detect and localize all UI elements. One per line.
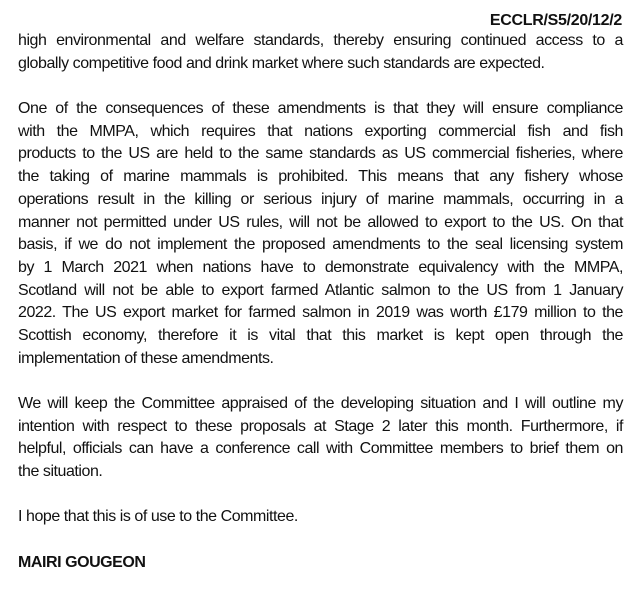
signature-name xyxy=(18,552,623,575)
text-line: 2022. The US export market for farmed salmon in 2019 was worth £179 million to the xyxy=(18,304,623,322)
letter-body xyxy=(18,30,623,597)
text-line: One of the consequences of these amendments is that they will ensure compliance xyxy=(18,100,623,118)
text-line: operations result in the killing or serious injury of marine mammals, occurring in a xyxy=(18,190,623,208)
text-line: high environmental and welfare standards, thereby ensuring continued access to a xyxy=(18,32,623,49)
signature-text: MAIRI GOUGEON xyxy=(18,553,146,571)
text-line: We will keep the Committee appraised of the developing situation and I will outline my xyxy=(18,395,623,412)
text-line: Scotland will not be able to export farmed Atlantic salmon to the US from 1 January xyxy=(18,281,623,299)
text-line: basis, if we do not implement the proposed amendments to the seal licensing system xyxy=(18,236,623,254)
text-line: I hope that this is of use to the Committee. xyxy=(18,508,298,526)
document-reference: ECCLR/S5/20/12/2 xyxy=(489,12,622,29)
text-line: intention with respect to these proposals at Stage 2 later this month. Furthermore, if xyxy=(18,417,623,435)
paragraph-1 xyxy=(18,30,623,75)
paragraph-4 xyxy=(18,506,623,529)
text-line: the taking of marine mammals is prohibited. This means that any fishery whose xyxy=(18,168,623,186)
text-line: the situation. xyxy=(18,463,103,481)
paragraph-2 xyxy=(18,98,623,370)
text-line: by 1 March 2021 when nations have to demonstrate equivalency with the MMPA, xyxy=(18,258,623,276)
text-line: products to the US are held to the same standards as US commercial fisheries, where xyxy=(18,145,623,163)
text-line: helpful, officials can have a conference call with Committee members to brief them on xyxy=(18,440,623,458)
text-line: implementation of these amendments. xyxy=(18,349,274,367)
text-line: Scottish economy, therefore it is vital that this market is kept open through the xyxy=(18,326,623,344)
text-line: with the MMPA, which requires that nations exporting commercial fish and fish xyxy=(18,122,623,140)
text-line: manner not permitted under US rules, will not be allowed to export to the US. On that xyxy=(18,213,623,231)
paragraph-3 xyxy=(18,393,623,484)
text-line: globally competitive food and drink market where such standards are expected. xyxy=(18,54,545,72)
